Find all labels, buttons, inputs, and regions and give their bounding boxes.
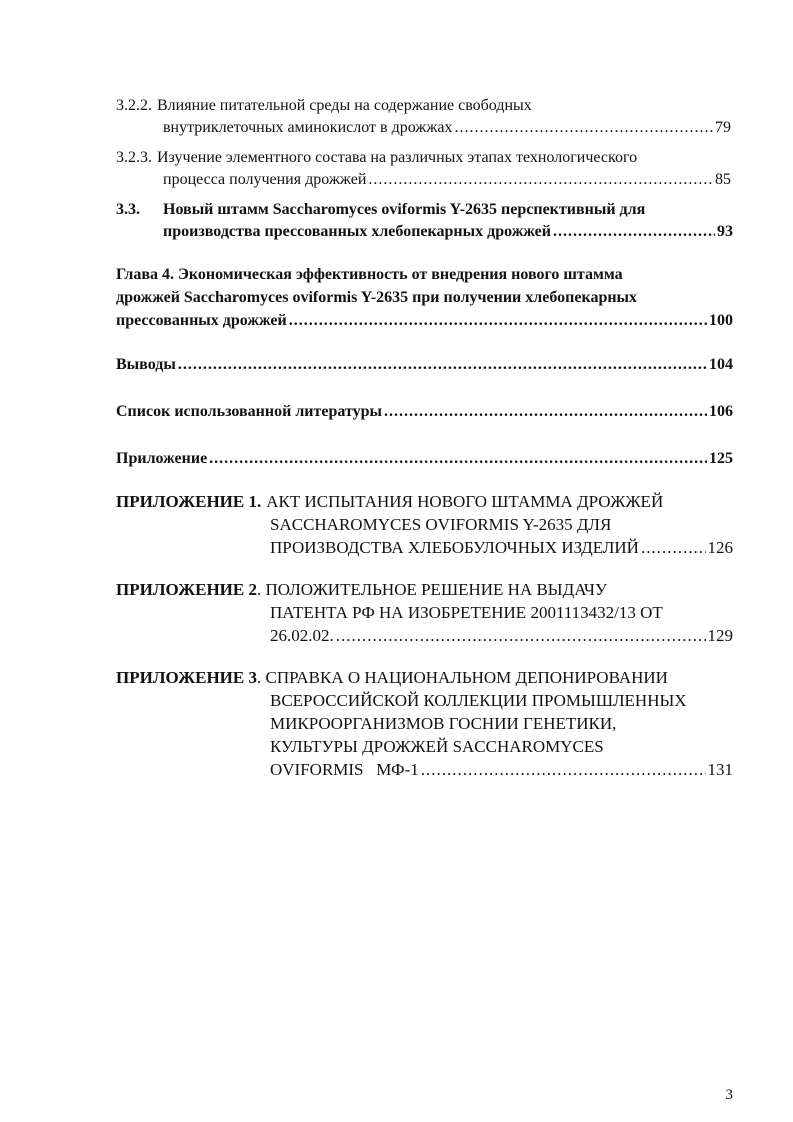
dot-leader [553, 223, 715, 241]
toc-title: OVIFORMIS МФ-1 [270, 760, 419, 779]
toc-page: 85 [715, 171, 731, 188]
toc-title: Новый штамм Saccharomyces oviformis Y-2635 перспективный для [163, 201, 646, 218]
toc-page: 129 [707, 626, 733, 645]
dot-leader [455, 119, 713, 137]
dot-leader [368, 171, 713, 189]
toc-chapter-4-line3[interactable] [116, 312, 733, 330]
toc-number: 3.2.2. [116, 97, 152, 114]
toc-appendix-1-line2[interactable] [270, 515, 611, 535]
toc-title: прессованных дрожжей [116, 312, 287, 329]
toc-title: процесса получения дрожжей [163, 171, 367, 188]
dot-leader [421, 760, 706, 780]
toc-appendix-2[interactable] [116, 580, 607, 600]
toc-references[interactable] [116, 403, 733, 421]
toc-appendix-3-line3[interactable] [270, 714, 616, 734]
appendix-label: ПРИЛОЖЕНИЕ 2 [116, 580, 257, 599]
toc-page: 100 [709, 312, 733, 329]
toc-appendix-1[interactable] [116, 492, 663, 512]
toc-title: . ПОЛОЖИТЕЛЬНОЕ РЕШЕНИЕ НА ВЫДАЧУ [256, 580, 608, 599]
dot-leader [641, 538, 706, 558]
toc-appendix-1-line3[interactable] [270, 538, 733, 558]
appendix-label: ПРИЛОЖЕНИЕ 1. [116, 492, 262, 511]
toc-title: . СПРАВКА О НАЦИОНАЛЬНОМ ДЕПОНИРОВАНИИ [256, 668, 668, 687]
toc-title: Глава 4. Экономическая эффективность от внедрения нового штамма [116, 266, 623, 283]
toc-page: 79 [715, 119, 731, 136]
toc-appendix[interactable] [116, 450, 733, 468]
toc-entry-3-2-2[interactable] [116, 97, 532, 115]
dot-leader [289, 312, 707, 330]
toc-appendix-3-line5[interactable] [270, 760, 733, 780]
dot-leader [178, 356, 707, 374]
toc-entry-3-3-line2[interactable] [163, 223, 733, 241]
toc-title: SACCHAROMYCES OVIFORMIS Y-2635 ДЛЯ [270, 515, 612, 534]
toc-chapter-4-line2[interactable] [116, 289, 637, 307]
toc-title: Приложение [116, 450, 208, 467]
toc-entry-3-2-3-line2[interactable] [163, 171, 731, 189]
toc-page: 126 [707, 538, 733, 557]
toc-title: АКТ ИСПЫТАНИЯ НОВОГО ШТАММА ДРОЖЖЕЙ [266, 492, 664, 511]
toc-page: 125 [709, 450, 733, 467]
toc-title: Выводы [116, 356, 176, 373]
toc-page: 93 [717, 223, 733, 240]
toc-title: Влияние питательной среды на содержание свободных [157, 97, 532, 114]
toc-title: Изучение элементного состава на различных этапах технологического [157, 149, 638, 166]
toc-title: дрожжей Saccharomyces oviformis Y-2635 при получении хлебопекарных [116, 289, 638, 306]
appendix-label: ПРИЛОЖЕНИЕ 3 [116, 668, 257, 687]
toc-entry-3-3[interactable] [116, 201, 645, 219]
toc-title: КУЛЬТУРЫ ДРОЖЖЕЙ SACCHAROMYCES [270, 737, 604, 756]
dot-leader [209, 450, 707, 468]
toc-page: 104 [709, 356, 733, 373]
dot-leader [384, 403, 707, 421]
toc-title: ВСЕРОССИЙСКОЙ КОЛЛЕКЦИИ ПРОМЫШЛЕННЫХ [270, 691, 687, 710]
toc-page: 131 [707, 760, 733, 779]
toc-number: 3.2.3. [116, 149, 152, 166]
toc-title: ПРОИЗВОДСТВА ХЛЕБОБУЛОЧНЫХ ИЗДЕЛИЙ [270, 538, 639, 557]
toc-title: внутриклеточных аминокислот в дрожжах [163, 119, 453, 136]
toc-title: Список использованной литературы [116, 403, 382, 420]
toc-title: производства прессованных хлебопекарных дрожжей [163, 223, 551, 240]
toc-title: МИКРООРГАНИЗМОВ ГОСНИИ ГЕНЕТИКИ, [270, 714, 617, 733]
toc-appendix-3-line2[interactable] [270, 691, 687, 711]
toc-chapter-4[interactable] [116, 266, 623, 284]
toc-appendix-3[interactable] [116, 668, 668, 688]
toc-page: 106 [709, 403, 733, 420]
toc-appendix-2-line2[interactable] [270, 603, 663, 623]
toc-entry-3-2-2-line2[interactable] [163, 119, 731, 137]
toc-title: 26.02.02. [270, 626, 334, 645]
toc-appendix-2-line3[interactable] [270, 626, 733, 646]
toc-appendix-3-line4[interactable] [270, 737, 604, 757]
toc-number: 3.3. [116, 201, 140, 218]
toc-title: ПАТЕНТА РФ НА ИЗОБРЕТЕНИЕ 2001113432/13 ОТ [270, 603, 663, 622]
page-number: 3 [725, 1087, 733, 1103]
dot-leader [336, 626, 706, 646]
toc-entry-3-2-3[interactable] [116, 149, 637, 167]
toc-conclusions[interactable] [116, 356, 733, 374]
